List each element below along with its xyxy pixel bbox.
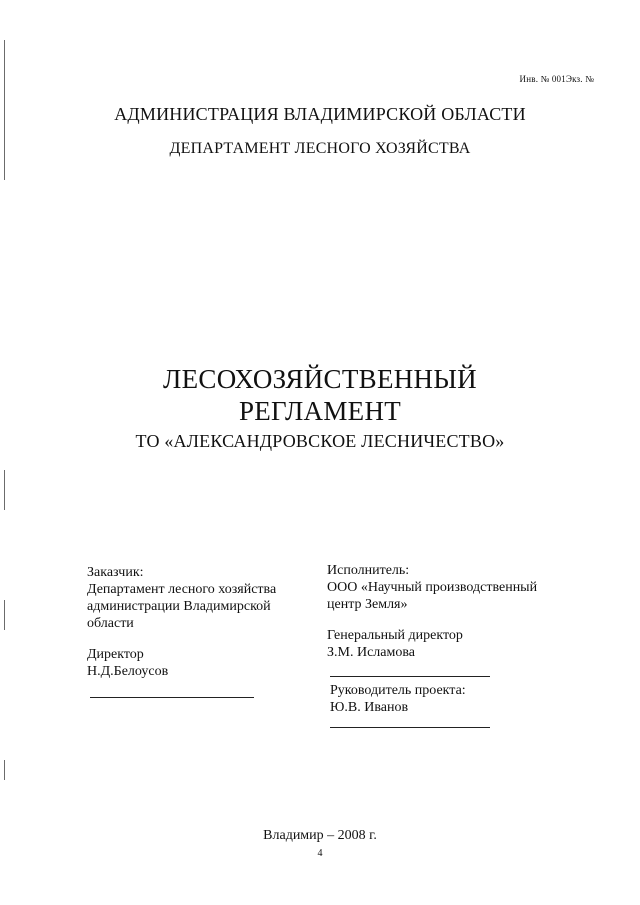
customer-org-line: Департамент лесного хозяйства — [87, 582, 277, 597]
director-role: Генеральный директор — [327, 628, 463, 643]
director-name: З.М. Исламова — [327, 645, 415, 660]
page-number: 4 — [317, 848, 323, 859]
contractor-org-line: ООО «Научный производственный — [327, 580, 538, 595]
manager-role: Руководитель проекта: — [330, 683, 466, 698]
document-title-line1: ЛЕСОХОЗЯЙСТВЕННЫЙ — [163, 364, 477, 394]
scan-edge-line — [4, 760, 5, 780]
document-title-line2: РЕГЛАМЕНТ — [238, 396, 402, 426]
contractor-label: Исполнитель: — [327, 563, 410, 578]
scan-edge-line — [4, 600, 5, 630]
customer-org-line: области — [87, 616, 134, 631]
contractor-org-line: центр Земля» — [327, 597, 408, 612]
spacer — [327, 613, 537, 627]
customer-signature-line — [90, 697, 254, 698]
spacer — [87, 632, 276, 646]
inventory-number: Инв. № 001Экз. № — [519, 74, 594, 84]
manager-name: Ю.В. Иванов — [330, 700, 409, 715]
manager-block — [330, 682, 466, 716]
customer-label: Заказчик: — [87, 565, 144, 580]
director-signature-line — [330, 676, 490, 677]
manager-signature-line — [330, 727, 490, 728]
document-subtitle: ТО «АЛЕКСАНДРОВСКОЕ ЛЕСНИЧЕСТВО» — [135, 431, 505, 451]
customer-org-line: администрации Владимирской — [87, 599, 271, 614]
department-heading: ДЕПАРТАМЕНТ ЛЕСНОГО ХОЗЯЙСТВА — [169, 140, 471, 157]
customer-role: Директор — [87, 647, 144, 662]
customer-name: Н.Д.Белоусов — [87, 664, 169, 679]
customer-block — [87, 564, 276, 680]
city-year: Владимир – 2008 г. — [263, 828, 377, 843]
contractor-block — [327, 562, 537, 661]
administration-heading: АДМИНИСТРАЦИЯ ВЛАДИМИРСКОЙ ОБЛАСТИ — [114, 104, 526, 124]
scan-edge-line — [4, 470, 5, 510]
